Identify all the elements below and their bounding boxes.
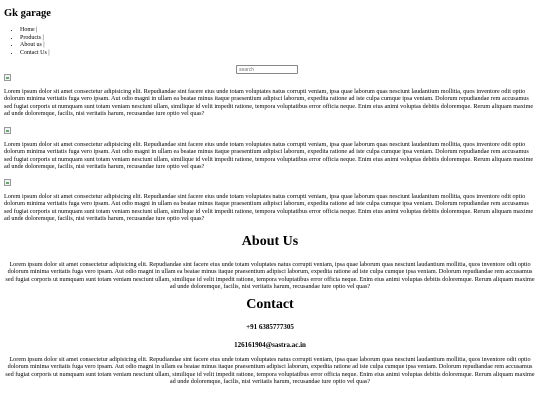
product-image-broken-icon: [4, 74, 11, 81]
nav-item-products: [20, 35, 50, 43]
product-description: Lorem ipsum dolor sit amet consectetur adipisicing elit. Repudiandae sint facere eius unde totam voluptates natus corrupti veniam, ipsa quae laborum quas nesciunt laudantium mollitia, quos inventore odit optio dolorum minima veritatis fuga vero ipsam. Aut odio magni in ullam ea beatae minus itaque praesentium adipisci laborum, expedita ratione ad iste culpa cumque ipsa veniam. Dolorum repudiandae rem accusamus sed fugiat corporis ut numquam sunt totam veniam nesciunt ullam, similique id velit impedit ratione, tempora voluptatibus error officia neque. Enim eius animi voluptas debitis doloremque. Rerum aliquam maxime ad unde doloremque, facilis, nisi veritatis harum, recusandae iure optio vel quas?: [4, 141, 534, 170]
about-text: Lorem ipsum dolor sit amet consectetur adipisicing elit. Repudiandae sint facere eius unde totam voluptates natus corrupti veniam, ipsa quae laborum quas nesciunt laudantium mollitia, quos inventore odit optio dolorum minima veritatis fuga vero ipsam. Aut odio magni in ullam ea beatae minus itaque praesentium adipisci laborum, expedita ratione ad iste culpa cumque ipsa veniam. Dolorum repudiandae rem accusamus sed fugiat corporis ut numquam sunt totam veniam nesciunt ullam, similique id velit impedit ratione, tempora voluptatibus error officia neque. Enim eius animi voluptas debitis doloremque. Rerum aliquam maxime ad unde doloremque, facilis, nisi veritatis harum, recusandae iure optio vel quas?: [5, 261, 535, 290]
contact-phone: +91 6385777305: [246, 323, 294, 331]
nav-link-contact[interactable]: Contact Us |: [20, 50, 50, 57]
nav-item-about: [20, 42, 50, 50]
contact-email: 126161904@sastra.ac.in: [234, 341, 306, 349]
nav-link-products[interactable]: Products |: [20, 34, 44, 41]
product-image-broken-icon: [4, 179, 11, 186]
search-input[interactable]: [236, 65, 298, 74]
product-description: Lorem ipsum dolor sit amet consectetur adipisicing elit. Repudiandae sint facere eius unde totam voluptates natus corrupti veniam, ipsa quae laborum quas nesciunt laudantium mollitia, quos inventore odit optio dolorum minima veritatis fuga vero ipsam. Aut odio magni in ullam ea beatae minus itaque praesentium adipisci laborum, expedita ratione ad iste culpa cumque ipsa veniam. Dolorum repudiandae rem accusamus sed fugiat corporis ut numquam sunt totam veniam nesciunt ullam, similique id velit impedit ratione, tempora voluptatibus error officia neque. Enim eius animi voluptas debitis doloremque. Rerum aliquam maxime ad unde doloremque, facilis, nisi veritatis harum, recusandae iure optio vel quas?: [4, 88, 534, 117]
contact-title: Contact: [246, 297, 294, 312]
site-brand: Gk garage: [4, 8, 51, 19]
about-title: About Us: [241, 234, 299, 249]
product-image-broken-icon: [4, 127, 11, 134]
product-description: Lorem ipsum dolor sit amet consectetur adipisicing elit. Repudiandae sint facere eius unde totam voluptates natus corrupti veniam, ipsa quae laborum quas nesciunt laudantium mollitia, quos inventore odit optio dolorum minima veritatis fuga vero ipsam. Aut odio magni in ullam ea beatae minus itaque praesentium adipisci laborum, expedita ratione ad iste culpa cumque ipsa veniam. Dolorum repudiandae rem accusamus sed fugiat corporis ut numquam sunt totam veniam nesciunt ullam, similique id velit impedit ratione, tempora voluptatibus error officia neque. Enim eius animi voluptas debitis doloremque. Rerum aliquam maxime ad unde doloremque, facilis, nisi veritatis harum, recusandae iure optio vel quas?: [4, 193, 534, 222]
contact-text: Lorem ipsum dolor sit amet consectetur adipisicing elit. Repudiandae sint facere eius unde totam voluptates natus corrupti veniam, ipsa quae laborum quas nesciunt laudantium mollitia, quos inventore odit optio dolorum minima veritatis fuga vero ipsam. Aut odio magni in ullam ea beatae minus itaque praesentium adipisci laborum, expedita ratione ad iste culpa cumque ipsa veniam. Dolorum repudiandae rem accusamus sed fugiat corporis ut numquam sunt totam veniam nesciunt ullam, similique id velit impedit ratione, tempora voluptatibus error officia neque. Enim eius animi voluptas debitis doloremque. Rerum aliquam maxime ad unde doloremque, facilis, nisi veritatis harum, recusandae iure optio vel quas?: [5, 356, 535, 385]
nav-item-contact: [20, 50, 50, 58]
main-nav: [12, 27, 50, 58]
nav-link-about[interactable]: About us |: [20, 42, 45, 49]
nav-item-home: [20, 27, 50, 35]
nav-link-home[interactable]: Home |: [20, 27, 38, 33]
